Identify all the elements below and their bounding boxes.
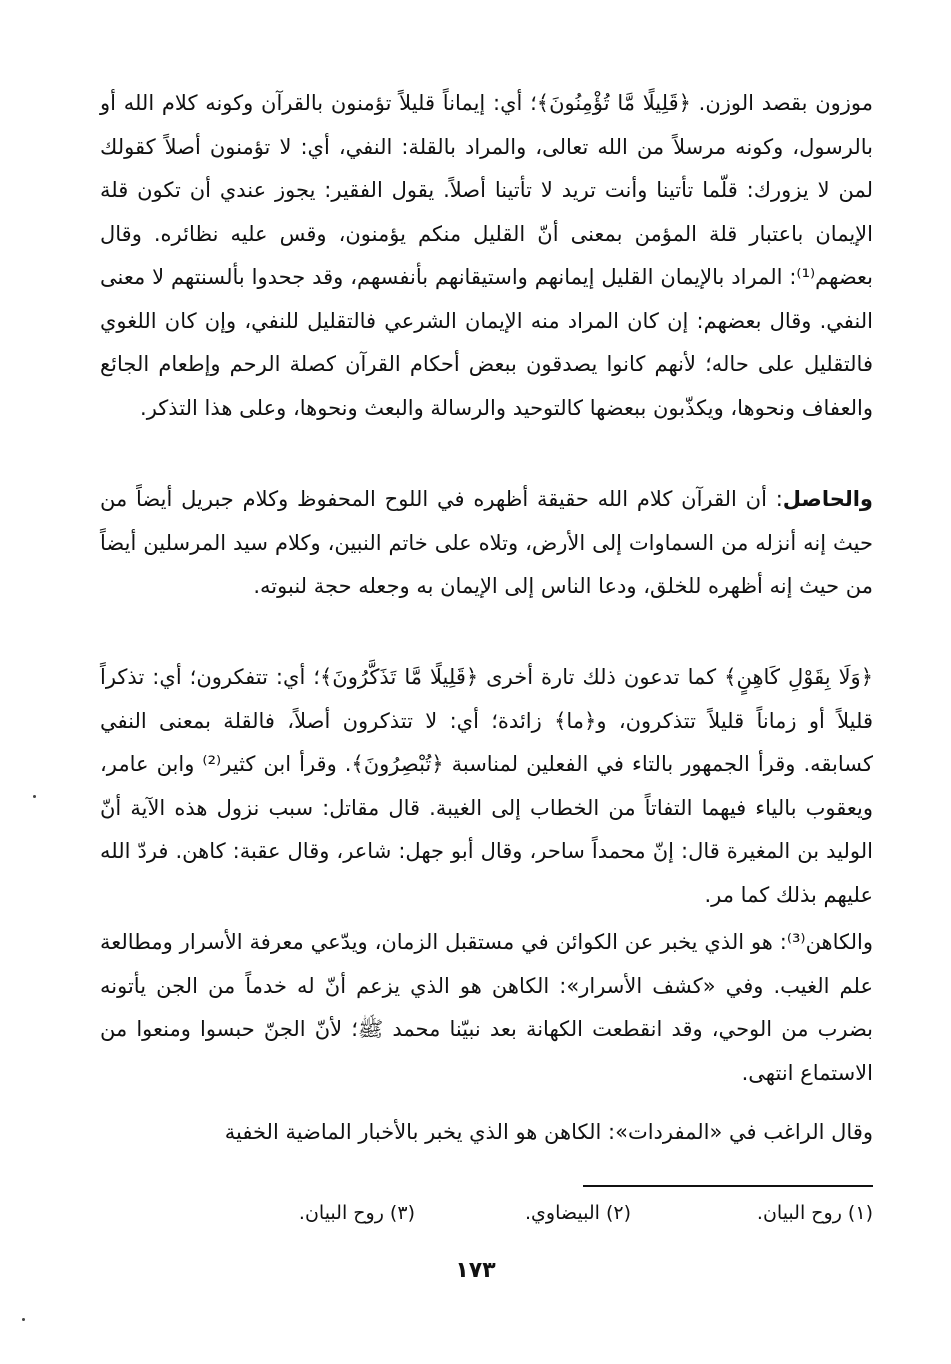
- paragraph-quran-commentary: [100, 82, 873, 430]
- paragraph-text: : أن القرآن كلام الله حقيقة أظهره في اللوح المحفوظ وكلام جبريل أيضاً من حيث إنه أنزله من السماوات إلى الأرض، وتلاه على خاتم النبين، وكلام سيد المرسلين أيضاً من حيث إنه أظهره للخلق، ودعا الناس إلى الإيمان به وجعله حجة لنبوته.: [100, 487, 873, 598]
- footnote-2: (٢) البيضاوي.: [525, 1202, 631, 1224]
- paragraph-text: موزون بقصد الوزن. ﴿قَلِيلًا مَّا تُؤْمِنُونَ﴾؛ أي: إيماناً قليلاً تؤمنون بالقرآن وكونه كلام الله أو بالرسول، وكونه مرسلاً من الله تعالى، والمراد بالقلة: النفي، أي: لا تؤمنون أصلاً كقولك لمن لا يزورك: قلّما تأتينا وأنت تريد لا تأتينا أصلاً. يقول الفقير: يجوز عندي أن تكون قلة الإيمان باعتبار قلة المؤمن بمعنى أنّ القليل منكم يؤمنون، وقس عليه نظائره. وقال بعضهم⁽¹⁾: المراد بالإيمان القليل إيمانهم واستيقانهم بأنفسهم، وقد جحدوا بألسنتهم لا معنى النفي. وقال بعضهم: إن كان المراد منه الإيمان الشرعي فالتقليل للنفي، وإن كان اللغوي فالتقليل على حاله؛ لأنهم كانوا يصدقون ببعض أحكام القرآن كصلة الرحم وإطعام الجائع والعفاف ونحوها، ويكذّبون ببعضها كالتوحيد والرسالة والبعث ونحوها، وعلى هذا التذكر.: [100, 91, 873, 420]
- paragraph-kahin-definition: [100, 921, 873, 1095]
- scan-speck: [33, 795, 36, 798]
- scan-speck: [22, 1318, 25, 1321]
- footnote-3: (٣) روح البيان.: [298, 1202, 415, 1224]
- paragraph-text: وقال الراغب في «المفردات»: الكاهن هو الذي يخبر بالأخبار الماضية الخفية: [224, 1120, 873, 1144]
- paragraph-lead: والحاصل: [782, 487, 873, 511]
- footnote-1: (١) روح البيان.: [756, 1202, 873, 1224]
- paragraph-raghib-quote: [100, 1111, 873, 1155]
- paragraph-conclusion: [100, 478, 873, 609]
- paragraph-verse-soothsayer: [100, 656, 873, 917]
- page-number: ١٧٣: [455, 1258, 496, 1283]
- paragraph-text: والكاهن⁽³⁾: هو الذي يخبر عن الكوائن في مستقبل الزمان، ويدّعي معرفة الأسرار ومطالعة علم الغيب. وفي «كشف الأسرار»: الكاهن هو الذي يزعم أنّ له خدماً من الجن يأتونه بضرب من الوحي، وقد انقطعت الكهانة بعد نبيّنا محمد ﷺ؛ لأنّ الجنّ حبسوا ومنعوا من الاستماع انتهى.: [100, 930, 873, 1085]
- paragraph-text: ﴿وَلَا بِقَوْلِ كَاهِنٍ﴾ كما تدعون ذلك تارة أخرى ﴿قَلِيلًا مَّا تَذَكَّرُونَ﴾؛ أي: تتفكرون؛ أي: تذكراً قليلاً أو زماناً قليلاً تتذكرون، و﴿ما﴾ زائدة؛ أي: لا تتذكرون أصلاً، فالقلة بمعنى النفي كسابقه. وقرأ الجمهور بالتاء في الفعلين لمناسبة ﴿تُبْصِرُونَ﴾. وقرأ ابن كثير⁽²⁾ وابن عامر، ويعقوب بالياء فيهما التفاتاً من الخطاب إلى الغيبة. قال مقاتل: سبب نزول هذه الآية أنّ الوليد بن المغيرة قال: إنّ محمداً ساحر، وقال أبو جهل: شاعر، وقال عقبة: كاهن. فردّ الله عليهم بذلك كما مر.: [100, 665, 874, 907]
- footnote-separator: [583, 1185, 873, 1187]
- footnotes: [100, 1202, 873, 1236]
